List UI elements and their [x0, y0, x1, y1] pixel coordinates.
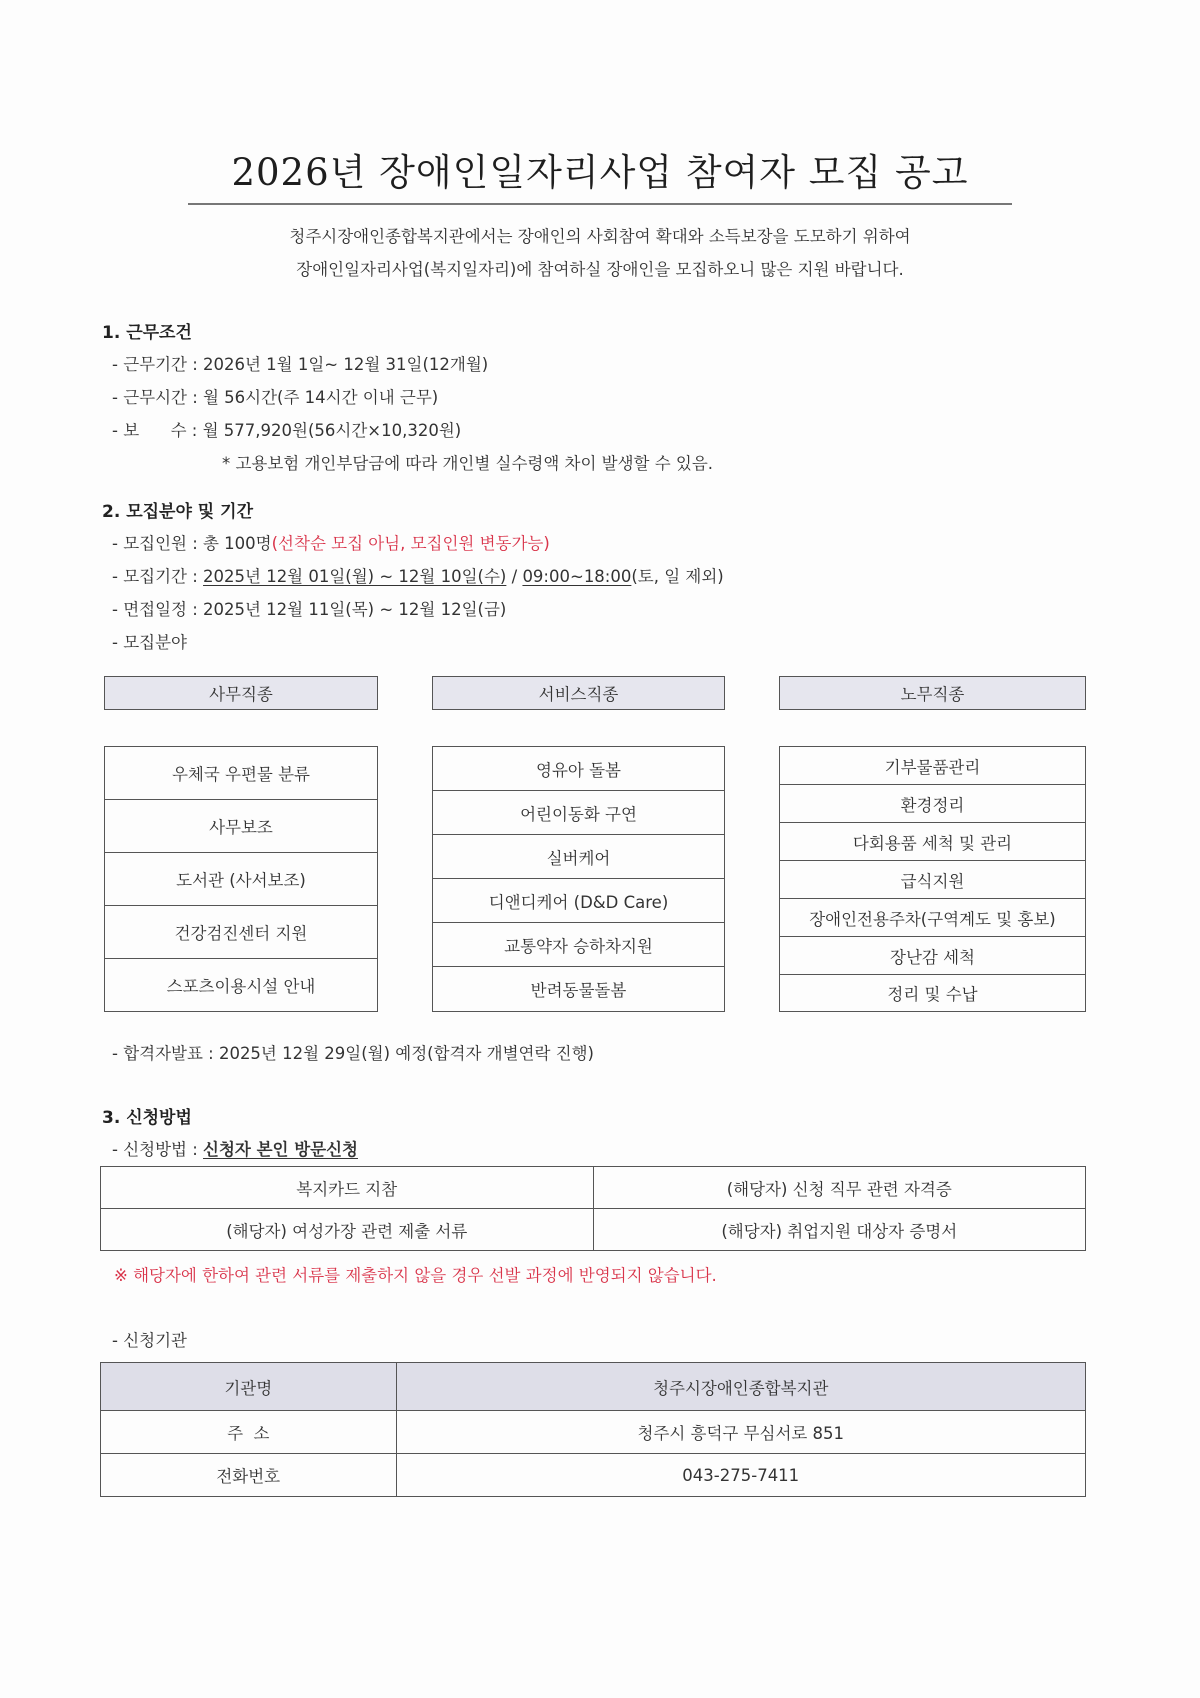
institution-table: [100, 1362, 1086, 1497]
institution-address-value: 청주시 흥덕구 무심서로 851: [396, 1411, 1086, 1454]
recruit-period: [112, 563, 724, 587]
table-cell: (해당자) 취업지원 대상자 증명서: [593, 1209, 1086, 1251]
list-item: 환경정리: [780, 785, 1085, 823]
table-row: [101, 1363, 1086, 1411]
work-hours: - 근무시간 : 월 56시간(주 14시간 이내 근무): [112, 388, 439, 407]
list-item: 다회용품 세척 및 관리: [780, 823, 1085, 861]
result-announcement: - 합격자발표 : 2025년 12월 29일(월) 예정(합격자 개별연락 진행): [112, 1044, 594, 1063]
apply-method-label: - 신청방법 :: [112, 1140, 204, 1159]
list-item: 반려동물돌봄: [530, 980, 627, 1000]
table-row: [101, 1454, 1086, 1497]
field-label: - 모집분야: [112, 633, 187, 652]
required-docs-table: [100, 1166, 1086, 1251]
recruit-count: [112, 530, 550, 554]
list-item: 사무보조: [105, 800, 377, 853]
list-item: 어린이동화 구연: [433, 791, 724, 835]
list-item: 기부물품관리: [780, 747, 1085, 785]
list-item: 실버케어: [433, 835, 724, 879]
table-cell: (해당자) 신청 직무 관련 자격증: [593, 1167, 1086, 1209]
docs-note: ※ 해당자에 한하여 관련 서류를 제출하지 않을 경우 선발 과정에 반영되지 않습니다.: [114, 1266, 717, 1285]
institution-address-label: 주 소: [101, 1411, 397, 1454]
list-item: 급식지원: [780, 861, 1085, 899]
work-pay: - 보 수 : 월 577,920원(56시간×10,320원): [112, 421, 462, 440]
intro-line-2: 장애인일자리사업(복지일자리)에 참여하실 장애인을 모집하오니 많은 지원 바랍니다.: [296, 260, 904, 279]
institution-phone-value: 043-275-7411: [396, 1454, 1086, 1497]
institution-label: - 신청기관: [112, 1331, 187, 1350]
list-item: 건강검진센터 지원: [105, 906, 377, 959]
service-jobs-list: [432, 746, 725, 1012]
list-item: 디앤디케어 (D&D Care): [433, 879, 724, 923]
apply-method: [112, 1136, 358, 1160]
recruit-count-text: - 모집인원 : 총 100명: [112, 534, 272, 553]
title-divider: [188, 203, 1012, 205]
table-cell: (해당자) 여성가장 관련 제출 서류: [101, 1209, 594, 1251]
table-row: [101, 1209, 1086, 1251]
list-item: 장애인전용주차(구역계도 및 홍보): [780, 899, 1085, 937]
recruit-period-time: 09:00~18:00: [522, 567, 632, 586]
category-header-labor: 노무직종: [779, 676, 1086, 710]
recruit-period-suffix: (토, 일 제외): [631, 567, 724, 586]
list-item: 스포츠이용시설 안내: [166, 976, 316, 996]
table-row: [101, 1411, 1086, 1454]
list-item: 도서관 (사서보조): [105, 853, 377, 906]
category-header-service: 서비스직종: [432, 676, 725, 710]
section-3-heading: 3. 신청방법: [102, 1108, 192, 1128]
pay-note: * 고용보험 개인부담금에 따라 개인별 실수령액 차이 발생할 수 있음.: [222, 454, 714, 473]
table-row: [101, 1167, 1086, 1209]
list-item: 영유아 돌봄: [433, 747, 724, 791]
recruit-period-date: 2025년 12월 01일(월) ~ 12월 10일(수): [203, 567, 507, 586]
list-item: 정리 및 수납: [887, 984, 978, 1004]
section-1-heading: 1. 근무조건: [102, 323, 192, 343]
recruit-count-note: (선착순 모집 아님, 모집인원 변동가능): [271, 534, 550, 553]
institution-name-label: 기관명: [101, 1363, 397, 1411]
intro-text: [150, 220, 1050, 286]
intro-line-1: 청주시장애인종합복지관에서는 장애인의 사회참여 확대와 소득보장을 도모하기 위하여: [289, 227, 911, 246]
institution-name-value: 청주시장애인종합복지관: [396, 1363, 1086, 1411]
page-title: 2026년 장애인일자리사업 참여자 모집 공고: [231, 151, 969, 194]
apply-method-value: 신청자 본인 방문신청: [203, 1140, 358, 1159]
work-period: - 근무기간 : 2026년 1월 1일~ 12월 31일(12개월): [112, 355, 489, 374]
recruit-period-sep: /: [506, 567, 523, 586]
table-cell: 복지카드 지참: [101, 1167, 594, 1209]
recruit-period-label: - 모집기간 :: [112, 567, 204, 586]
category-header-office: 사무직종: [104, 676, 378, 710]
institution-phone-label: 전화번호: [101, 1454, 397, 1497]
labor-jobs-list: [779, 746, 1086, 1012]
section-2-heading: 2. 모집분야 및 기간: [102, 502, 253, 522]
list-item: 교통약자 승하차지원: [433, 923, 724, 967]
list-item: 장난감 세척: [780, 937, 1085, 975]
interview-schedule: - 면접일정 : 2025년 12월 11일(목) ~ 12월 12일(금): [112, 600, 507, 619]
list-item: 우체국 우편물 분류: [105, 747, 377, 800]
office-jobs-list: [104, 746, 378, 1012]
